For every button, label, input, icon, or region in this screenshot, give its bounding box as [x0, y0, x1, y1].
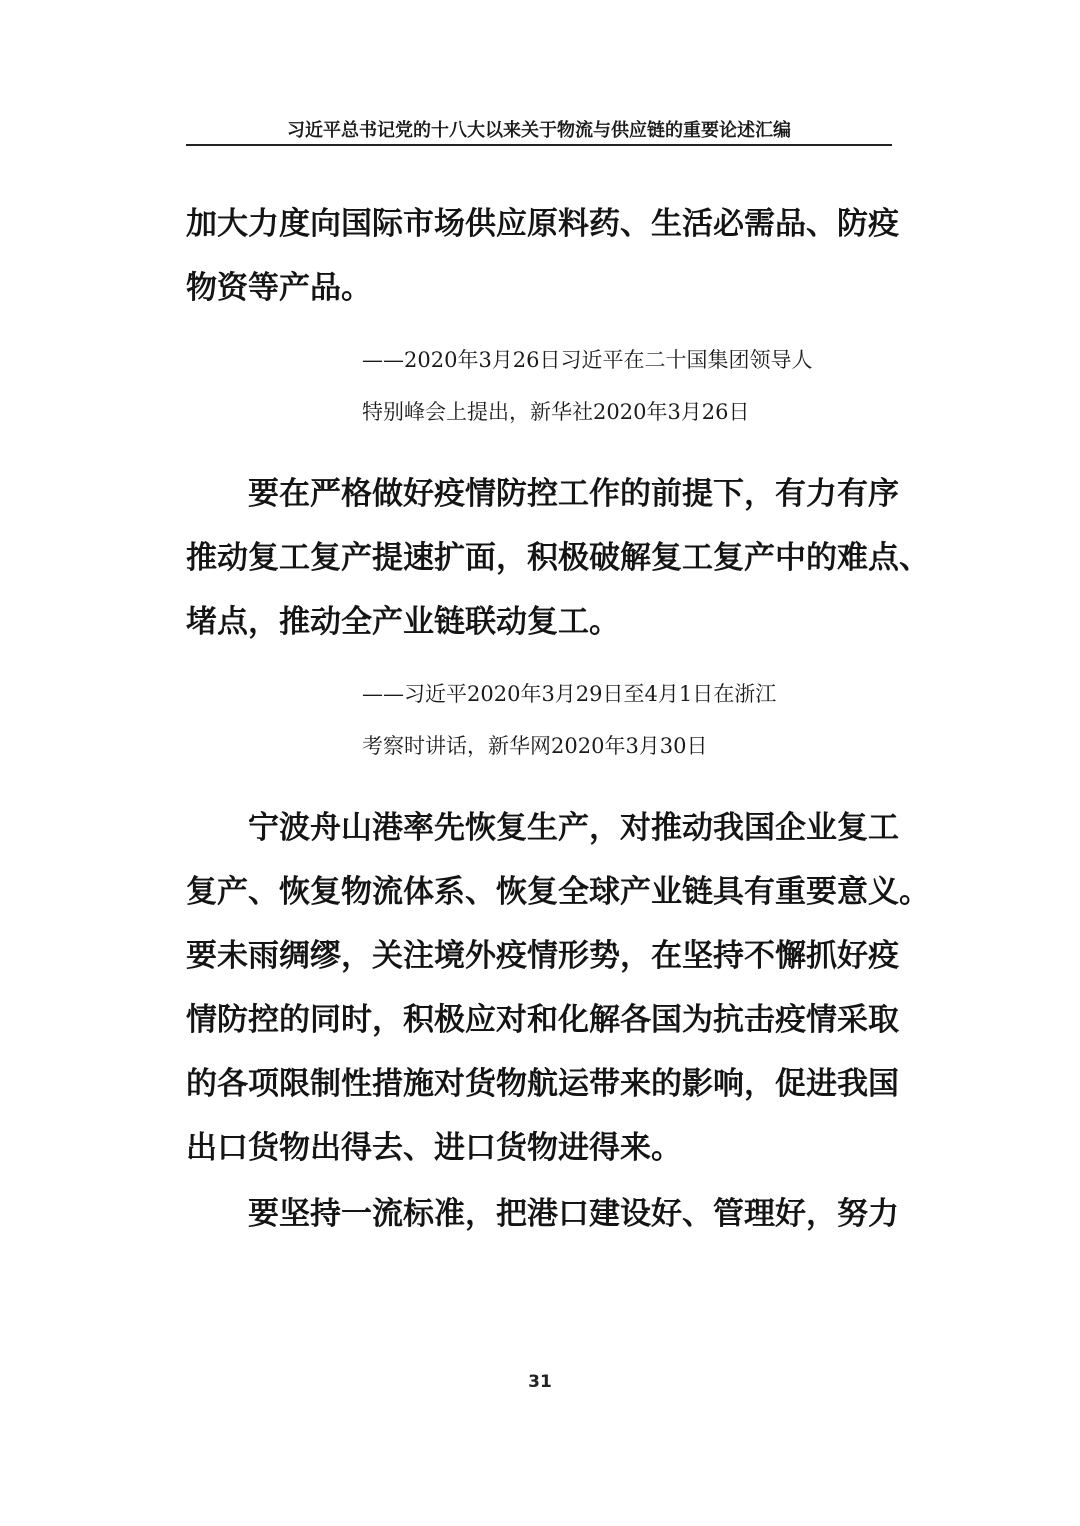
paragraph-2-line-1: 要在严格做好疫情防控工作的前提下，有力有序: [248, 476, 899, 512]
paragraph-3-line-2: 复产、恢复物流体系、恢复全球产业链具有重要意义。: [186, 874, 930, 910]
paragraph-3: [186, 796, 930, 1180]
citation-2: [362, 668, 902, 772]
paragraph-2-line-3: 堵点，推动全产业链联动复工。: [186, 604, 620, 640]
paragraph-4: [186, 1182, 898, 1246]
paragraph-4-line-1: 要坚持一流标准，把港口建设好、管理好，努力: [248, 1196, 899, 1232]
paragraph-2-line-2: 推动复工复产提速扩面，积极破解复工复产中的难点、: [186, 540, 930, 576]
paragraph-3-line-4: 情防控的同时，积极应对和化解各国为抗击疫情采取: [186, 1002, 899, 1038]
page-number: 31: [528, 1372, 552, 1392]
paragraph-3-line-6: 出口货物出得去、进口货物进得来。: [186, 1130, 682, 1166]
citation-1-line-1: ——2020年3月26日习近平在二十国集团领导人: [362, 348, 813, 372]
paragraph-3-line-5: 的各项限制性措施对货物航运带来的影响，促进我国: [186, 1066, 899, 1102]
citation-2-line-2: 考察时讲话，新华网2020年3月30日: [362, 734, 708, 758]
header-rule: [186, 144, 892, 146]
paragraph-3-line-1: 宁波舟山港率先恢复生产，对推动我国企业复工: [248, 810, 899, 846]
paragraph-1-line-2: 物资等产品。: [186, 270, 372, 306]
paragraph-2: [186, 462, 930, 654]
paragraph-1-line-1: 加大力度向国际市场供应原料药、生活必需品、防疫: [186, 206, 899, 242]
running-header: 习近平总书记党的十八大以来关于物流与供应链的重要论述汇编: [287, 120, 791, 141]
citation-1-line-2: 特别峰会上提出，新华社2020年3月26日: [362, 400, 750, 424]
citation-1: [362, 334, 902, 438]
paragraph-3-line-3: 要未雨绸缪，关注境外疫情形势，在坚持不懈抓好疫: [186, 938, 899, 974]
citation-2-line-1: ——习近平2020年3月29日至4月1日在浙江: [362, 682, 777, 706]
paragraph-1: [186, 192, 898, 320]
